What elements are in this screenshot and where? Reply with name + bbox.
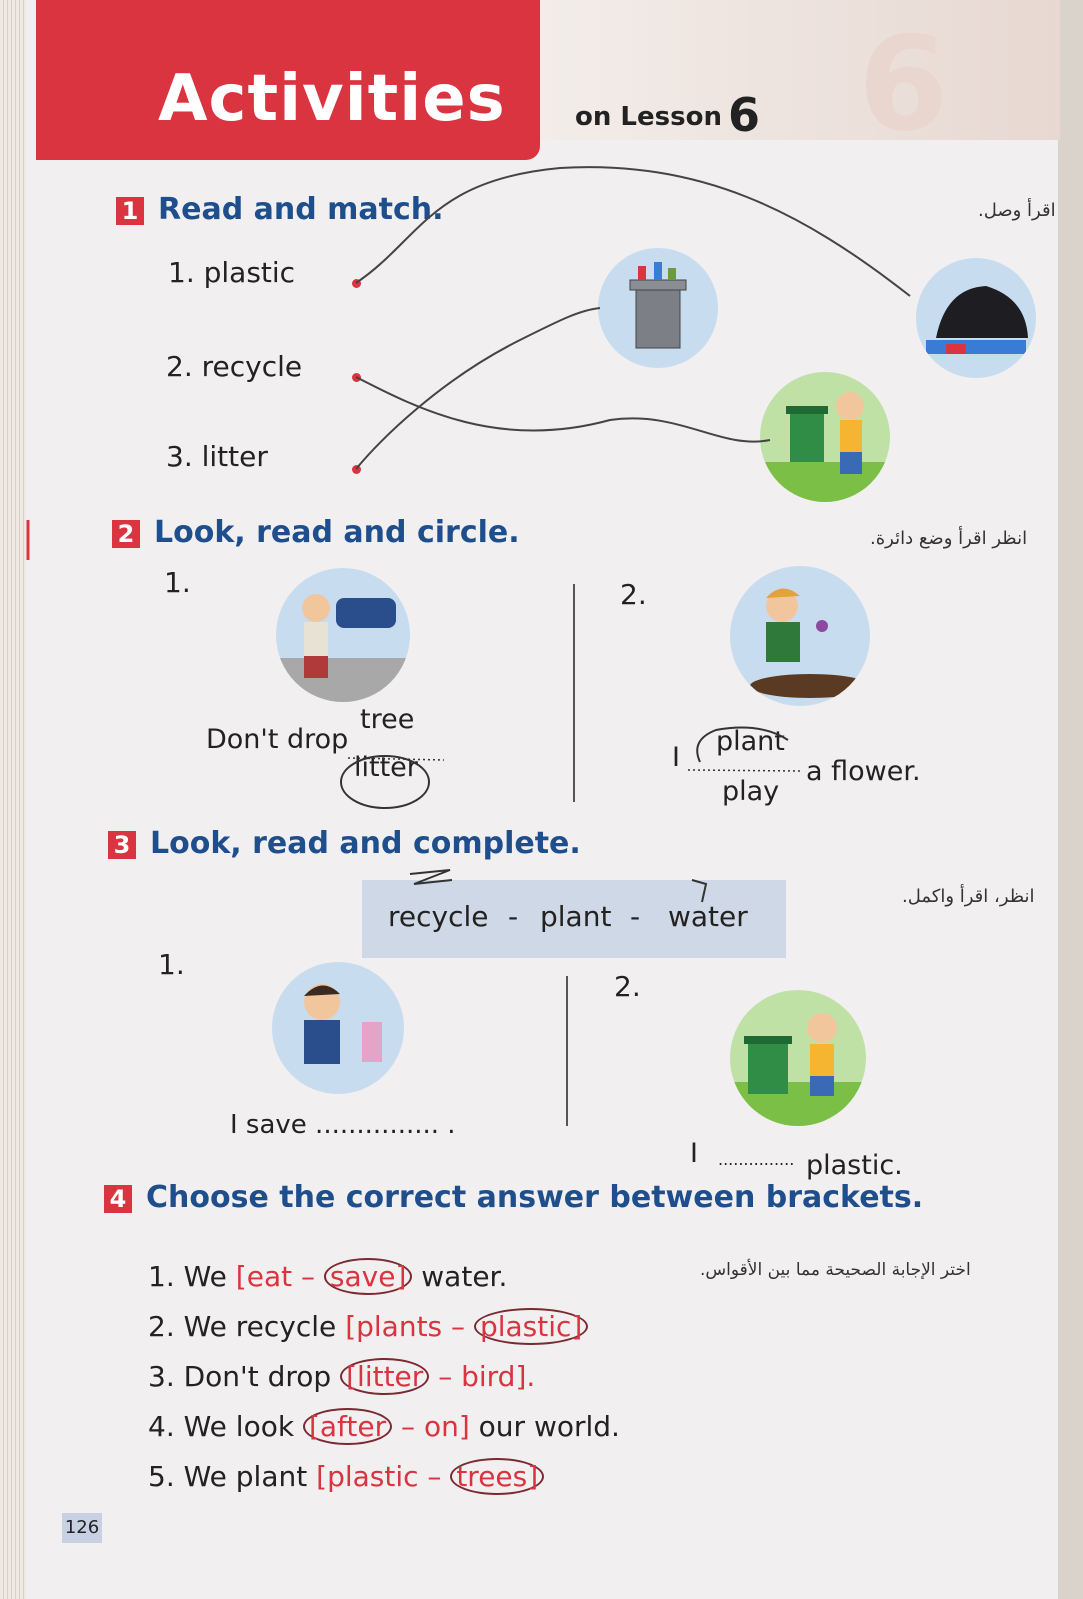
section-1-title: Read and match. — [158, 192, 444, 227]
circle-q1-start: Don't drop — [206, 724, 349, 755]
lesson-number: 6 — [727, 88, 760, 142]
section-1-number: 1 — [116, 197, 144, 225]
circle-q2-start: I — [672, 742, 680, 773]
section-2-title: Look, read and circle. — [154, 515, 520, 550]
complete-q2-blank[interactable]: ............... — [718, 1150, 795, 1169]
word-bank-separator: - — [508, 900, 519, 933]
choose-q3-separator: – — [429, 1360, 462, 1393]
choose-q5-separator: – — [418, 1460, 451, 1493]
subtitle-text: on Lesson — [575, 102, 722, 132]
choose-question-3 — [148, 1358, 535, 1395]
match-item-2: 2. recycle — [166, 350, 303, 383]
choose-question-5 — [148, 1458, 544, 1495]
lesson-watermark: 6 — [858, 8, 949, 160]
circle-q1-option-a[interactable]: tree — [360, 704, 415, 735]
section-3-title: Look, read and complete. — [150, 826, 581, 861]
choose-q1-prefix: 1. We — [148, 1260, 227, 1293]
circle-q2-option-a[interactable]: plant — [716, 726, 785, 757]
choose-q3-option-b[interactable]: bird]. — [461, 1360, 536, 1393]
section-4-title: Choose the correct answer between brackets. — [146, 1180, 924, 1215]
page-number: 126 — [62, 1513, 102, 1543]
choose-q1-suffix: water. — [412, 1260, 508, 1293]
choose-q5-option-b[interactable]: trees] — [450, 1458, 544, 1495]
choose-q4-option-a[interactable]: [after — [303, 1408, 392, 1445]
circle-q1-label: 1. — [164, 566, 191, 599]
page-title: Activities — [158, 62, 506, 136]
choose-q4-prefix: 4. We look — [148, 1410, 295, 1443]
section-3-arabic: انظر، اقرأ واكمل. — [902, 886, 1035, 907]
choose-q4-suffix: our world. — [469, 1410, 620, 1443]
section-1-arabic: اقرأ وصل. — [978, 200, 1056, 221]
word-bank-item: plant — [540, 900, 612, 933]
choose-q2-option-a[interactable]: [plants — [345, 1310, 443, 1343]
choose-q2-option-b[interactable]: plastic] — [474, 1308, 588, 1345]
circle-q1-option-b[interactable]: litter — [354, 752, 418, 783]
choose-q3-option-a[interactable]: [litter — [340, 1358, 429, 1395]
choose-q2-separator: – — [442, 1310, 474, 1343]
circle-q2-end: a flower. — [806, 756, 921, 787]
choose-q2-prefix: 2. We recycle — [148, 1310, 337, 1343]
choose-q1-option-b[interactable]: save] — [324, 1258, 412, 1295]
word-bank-separator: - — [630, 900, 641, 933]
section-3-number: 3 — [108, 831, 136, 859]
section-2-arabic: انظر اقرأ وضع دائرة. — [870, 528, 1028, 549]
match-item-1: 1. plastic — [168, 256, 296, 289]
choose-q4-option-b[interactable]: on] — [423, 1410, 470, 1443]
word-bank-item: recycle — [388, 900, 489, 933]
circle-q2-label: 2. — [620, 578, 647, 611]
complete-q2-start: I — [690, 1138, 698, 1169]
choose-question-2 — [148, 1308, 588, 1345]
section-4-arabic: اختر الإجابة الصحيحة مما بين الأقواس. — [700, 1260, 971, 1280]
word-bank-item: water — [668, 900, 748, 933]
complete-q1-label: 1. — [158, 948, 185, 981]
choose-question-1 — [148, 1258, 507, 1295]
choose-q1-separator: – — [292, 1260, 324, 1293]
complete-q2-label: 2. — [614, 970, 641, 1003]
circle-q2-option-b[interactable]: play — [722, 776, 780, 807]
section-2-number: 2 — [112, 520, 140, 548]
choose-q4-separator: – — [392, 1410, 424, 1443]
complete-q1-text: I save ............... . — [230, 1110, 456, 1140]
choose-question-4 — [148, 1408, 620, 1445]
match-item-3: 3. litter — [166, 440, 268, 473]
choose-q5-prefix: 5. We plant — [148, 1460, 308, 1493]
choose-q1-option-a[interactable]: [eat — [235, 1260, 293, 1293]
choose-q3-prefix: 3. Don't drop — [148, 1360, 332, 1393]
choose-q5-option-a[interactable]: [plastic — [316, 1460, 419, 1493]
section-4-heading — [104, 1180, 923, 1215]
section-4-number: 4 — [104, 1185, 132, 1213]
complete-q2-end: plastic. — [806, 1150, 903, 1181]
